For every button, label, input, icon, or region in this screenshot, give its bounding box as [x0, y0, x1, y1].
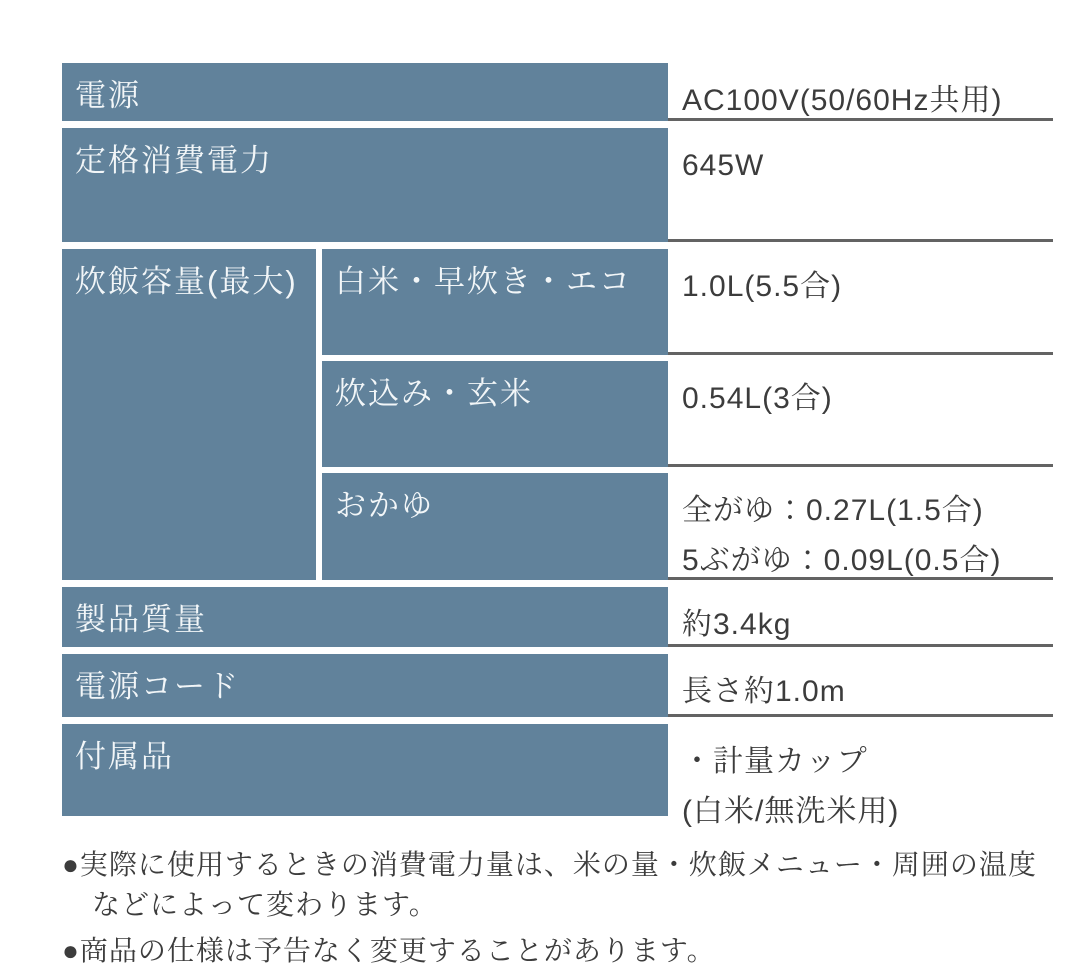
- accessories-value-line1: ・計量カップ: [682, 745, 868, 778]
- capacity-subrows: [322, 249, 1053, 580]
- footnotes: [62, 845, 1060, 977]
- cord-label: 電源コード: [62, 654, 668, 717]
- capacity-label: 炊飯容量(最大): [62, 249, 316, 580]
- white-rice-value: 1.0L(5.5合): [668, 249, 1053, 355]
- row-cord: [62, 654, 1053, 717]
- rated-power-label: 定格消費電力: [62, 128, 668, 242]
- row-group-capacity: [62, 249, 1053, 580]
- row-accessories: [62, 724, 1053, 828]
- accessories-value-line2: (白米/無洗米用): [682, 795, 900, 828]
- power-value: AC100V(50/60Hz共用): [668, 63, 1053, 121]
- rated-power-value: 645W: [668, 128, 1053, 242]
- accessories-label: 付属品: [62, 724, 668, 816]
- spec-table: [62, 63, 1053, 828]
- white-rice-label: 白米・早炊き・エコ: [322, 249, 668, 355]
- subrow-takikomi-brown: [322, 361, 1053, 467]
- footnote-power-consumption: ●実際に使用するときの消費電力量は、米の量・炊飯メニュー・周囲の温度などによって変わります。: [62, 849, 1037, 920]
- weight-label: 製品質量: [62, 587, 668, 647]
- row-weight: [62, 587, 1053, 647]
- accessories-value: [668, 724, 1053, 828]
- row-power: [62, 63, 1053, 121]
- subrow-white-rice: [322, 249, 1053, 355]
- row-rated-power: [62, 128, 1053, 242]
- porridge-value: [668, 473, 1053, 580]
- footnote-spec-change: ●商品の仕様は予告なく変更することがあります。: [62, 935, 716, 966]
- porridge-value-line1: 全がゆ：0.27L(1.5合): [682, 494, 984, 527]
- cord-value: 長さ約1.0m: [668, 654, 1053, 717]
- takikomi-brown-value: 0.54L(3合): [668, 361, 1053, 467]
- power-label: 電源: [62, 63, 668, 121]
- porridge-label: おかゆ: [322, 473, 668, 580]
- takikomi-brown-label: 炊込み・玄米: [322, 361, 668, 467]
- porridge-value-line2: 5ぶがゆ：0.09L(0.5合): [682, 544, 1002, 577]
- subrow-porridge: [322, 473, 1053, 580]
- weight-value: 約3.4kg: [668, 587, 1053, 647]
